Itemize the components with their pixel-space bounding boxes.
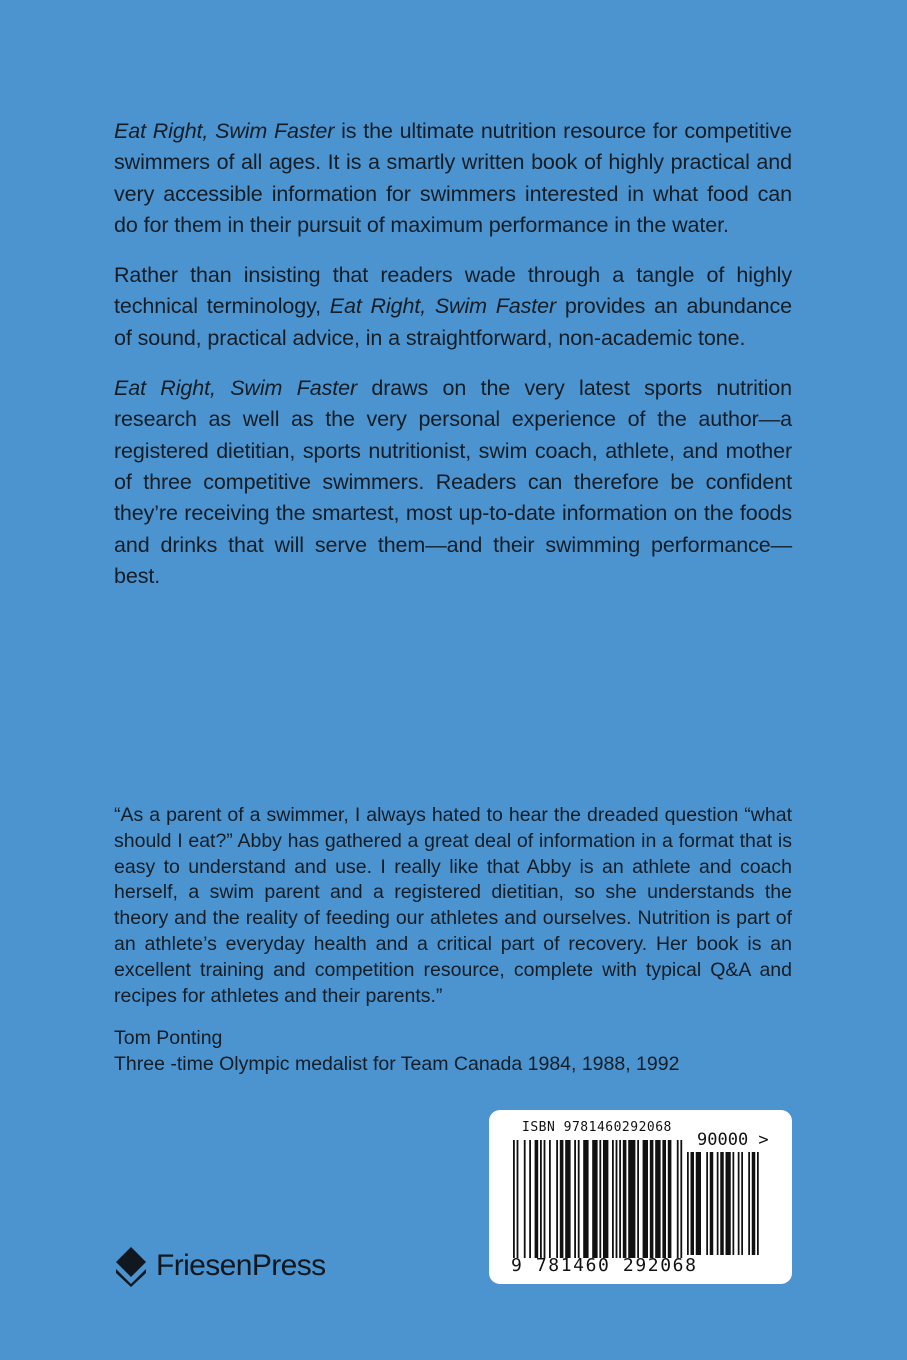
barcode-bar [560, 1140, 564, 1258]
barcode-bar [668, 1140, 672, 1258]
isbn-label: ISBN 9781460292068 [522, 1120, 672, 1135]
barcode-bar [720, 1152, 724, 1255]
blurb-paragraph-2 [114, 260, 792, 354]
barcode-bar [540, 1140, 542, 1258]
barcode-bar [612, 1140, 614, 1258]
testimonial-attribution [114, 1026, 679, 1077]
blurb-paragraph-1 [114, 116, 792, 241]
barcode-bar [637, 1140, 639, 1258]
barcode-bar [733, 1152, 735, 1255]
barcode-bar [517, 1140, 519, 1258]
testimonial-quote: “As a parent of a swimmer, I always hated to hear the dreaded question “what should I eat?” Abby has gathered a great deal of information in a format that is easy to understand and use. I really like that Abby is an athlete and coach herself, a swim parent and a registered dietitian, so she understands the theory and the reality of feeding our athletes and ourselves. Nutrition is part of an athlete’s everyday health and a critical part of recovery. Her book is an excellent training and competition resource, complete with typical Q&A and recipes for athletes and their parents.” [114, 804, 792, 1007]
barcode-panel [489, 1110, 792, 1284]
blurb-text: is the ultimate nutrition resource for competitive swimmers of all ages. It is a smartly written book of highly practical and very accessible information for swimmers interested in what food can do for them in their pursuit of maximum performance in the water. [114, 119, 792, 237]
book-title-italic: Eat Right, Swim Faster [329, 294, 557, 319]
testimonial-author: Tom Ponting [114, 1027, 223, 1049]
barcode-bar [662, 1140, 666, 1258]
back-cover-blurb [114, 116, 792, 611]
barcode-bar [696, 1152, 701, 1255]
barcode-bar [603, 1140, 608, 1258]
barcode-bar [748, 1152, 750, 1255]
barcode-bar [717, 1152, 719, 1255]
barcode-bar [752, 1152, 756, 1255]
testimonial-credential: Three -time Olympic medalist for Team Canada 1984, 1988, 1992 [114, 1052, 680, 1075]
barcode-bar [691, 1152, 695, 1255]
publisher-name: FriesenPress [156, 1249, 326, 1282]
barcode-bar [529, 1140, 531, 1258]
blurb-text: provides an abundance of sound, practical advice, in a straightforward, non-academic tone. [114, 294, 793, 350]
barcode-bar [524, 1140, 526, 1258]
barcode-bar [650, 1140, 654, 1258]
barcode-bar [623, 1140, 627, 1258]
barcode-bar [738, 1152, 740, 1255]
ean-barcode [513, 1140, 685, 1258]
barcode-bar [535, 1140, 539, 1258]
barcode-bar [565, 1140, 570, 1258]
price-code: 90000 > [697, 1130, 769, 1150]
barcode-bar [583, 1140, 588, 1258]
barcode-bar [556, 1140, 558, 1258]
barcode-bar [680, 1140, 682, 1258]
barcode-bar [628, 1140, 635, 1258]
barcode-bar [549, 1140, 551, 1258]
publisher-logo [114, 1244, 326, 1288]
barcode-bar [616, 1140, 618, 1258]
barcode-bar [687, 1152, 689, 1255]
barcode-bar [513, 1140, 515, 1258]
barcode-bar [599, 1140, 601, 1258]
barcode-bar [677, 1140, 679, 1258]
blurb-text: Rather than insisting that readers wade through a tangle of highly technical terminology, [114, 263, 792, 319]
barcode-bar [741, 1152, 743, 1255]
book-title-italic: Eat Right, Swim Faster [114, 376, 358, 401]
book-title-italic: Eat Right, Swim Faster [114, 119, 335, 143]
barcode-bar [655, 1140, 660, 1258]
barcode-bar [574, 1140, 576, 1258]
blurb-paragraph-3 [114, 373, 792, 592]
barcode-bar [643, 1140, 648, 1258]
barcode-bar [592, 1140, 597, 1258]
barcode-bar [757, 1152, 759, 1255]
barcode-bar [710, 1152, 714, 1255]
barcode-bar [726, 1152, 731, 1255]
ean-digits: 9 781460 292068 [511, 1255, 698, 1276]
barcode-bar [544, 1140, 546, 1258]
barcode-bar [619, 1140, 621, 1258]
barcode-bar [578, 1140, 580, 1258]
friesenpress-logo-icon [114, 1245, 148, 1287]
addon-barcode [687, 1152, 759, 1255]
barcode-bar [706, 1152, 708, 1255]
blurb-text: draws on the very latest sports nutrition research as well as the very personal experience of the author—a registered dietitian, sports nutritionist, swim coach, athlete, and mother of three competitive swimmers. Readers can therefore be confident they’re receiving the smartest, most up-to-date information on the foods and drinks that will serve them—and their swimming performance—best. [114, 376, 793, 588]
